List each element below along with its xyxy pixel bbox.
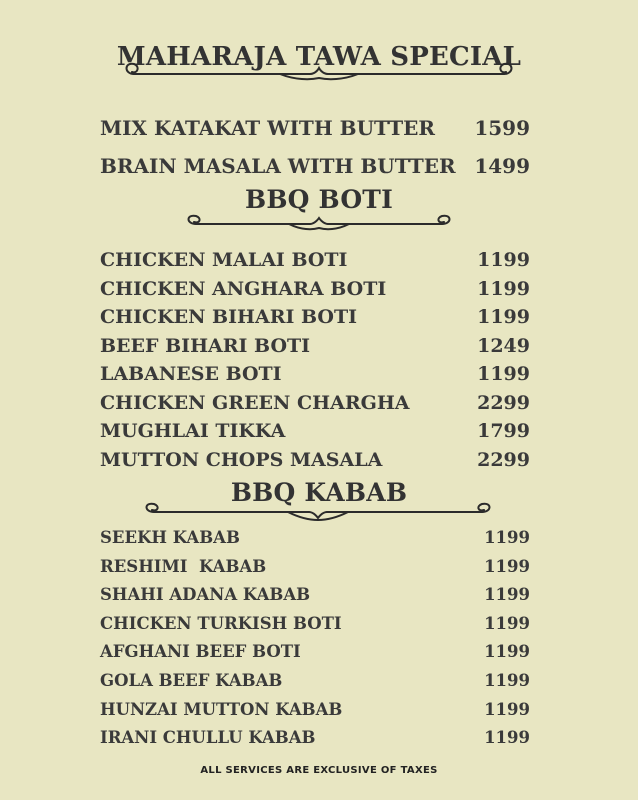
item-price: 1199 bbox=[484, 585, 530, 604]
item-price: 1199 bbox=[477, 249, 530, 271]
item-price: 1199 bbox=[484, 614, 530, 633]
item-price: 1199 bbox=[484, 700, 530, 719]
section-title-tawa-special: MAHARAJA TAWA SPECIAL bbox=[116, 42, 522, 72]
menu-item bbox=[100, 249, 530, 275]
item-name: CHICKEN BIHARI BOTI bbox=[100, 306, 357, 328]
menu-item bbox=[100, 116, 530, 142]
item-name: AFGHANI BEEF BOTI bbox=[100, 642, 301, 661]
menu-item bbox=[100, 392, 530, 418]
item-price: 1199 bbox=[484, 557, 530, 576]
menu-item bbox=[100, 363, 530, 389]
item-price: 1199 bbox=[484, 528, 530, 547]
item-name: CHICKEN ANGHARA BOTI bbox=[100, 278, 387, 300]
item-price: 1599 bbox=[474, 116, 530, 140]
menu-item bbox=[100, 585, 530, 611]
item-price: 1199 bbox=[484, 728, 530, 747]
menu-item bbox=[100, 614, 530, 640]
item-price: 2299 bbox=[477, 392, 530, 414]
section-title-bbq-boti: BBQ BOTI bbox=[244, 185, 393, 214]
menu-item bbox=[100, 728, 530, 754]
menu-item bbox=[100, 420, 530, 446]
flourish-divider-icon bbox=[142, 500, 494, 526]
menu-item bbox=[100, 700, 530, 726]
item-price: 1799 bbox=[477, 420, 530, 442]
item-price: 1199 bbox=[484, 671, 530, 690]
flourish-divider-icon bbox=[120, 58, 518, 84]
item-name: CHICKEN TURKISH BOTI bbox=[100, 614, 342, 633]
item-price: 2299 bbox=[477, 449, 530, 471]
item-name: SEEKH KABAB bbox=[100, 528, 240, 547]
item-name: HUNZAI MUTTON KABAB bbox=[100, 700, 343, 719]
item-name: CHICKEN GREEN CHARGHA bbox=[100, 392, 410, 414]
tax-disclaimer: ALL SERVICES ARE EXCLUSIVE OF TAXES bbox=[200, 765, 438, 776]
menu-item bbox=[100, 449, 530, 475]
item-price: 1199 bbox=[477, 363, 530, 385]
item-price: 1199 bbox=[477, 278, 530, 300]
item-price: 1249 bbox=[477, 335, 530, 357]
item-price: 1499 bbox=[474, 154, 530, 178]
menu-item bbox=[100, 335, 530, 361]
item-name: CHICKEN MALAI BOTI bbox=[100, 249, 348, 271]
menu-item bbox=[100, 154, 530, 180]
menu-item bbox=[100, 557, 530, 583]
flourish-divider-icon bbox=[184, 210, 454, 236]
section-title-bbq-kabab: BBQ KABAB bbox=[230, 478, 408, 507]
item-price: 1199 bbox=[477, 306, 530, 328]
item-name: BRAIN MASALA WITH BUTTER bbox=[100, 154, 456, 178]
menu-item bbox=[100, 278, 530, 304]
item-name: MIX KATAKAT WITH BUTTER bbox=[100, 116, 435, 140]
item-name: LABANESE BOTI bbox=[100, 363, 282, 385]
item-name: MUTTON CHOPS MASALA bbox=[100, 449, 383, 471]
menu-item bbox=[100, 306, 530, 332]
item-name: RESHIMI KABAB bbox=[100, 557, 267, 576]
item-name: MUGHLAI TIKKA bbox=[100, 420, 286, 442]
menu-item bbox=[100, 528, 530, 554]
menu-item bbox=[100, 642, 530, 668]
menu-item bbox=[100, 671, 530, 697]
item-price: 1199 bbox=[484, 642, 530, 661]
item-name: GOLA BEEF KABAB bbox=[100, 671, 283, 690]
item-name: SHAHI ADANA KABAB bbox=[100, 585, 311, 604]
item-name: BEEF BIHARI BOTI bbox=[100, 335, 311, 357]
item-name: IRANI CHULLU KABAB bbox=[100, 728, 316, 747]
